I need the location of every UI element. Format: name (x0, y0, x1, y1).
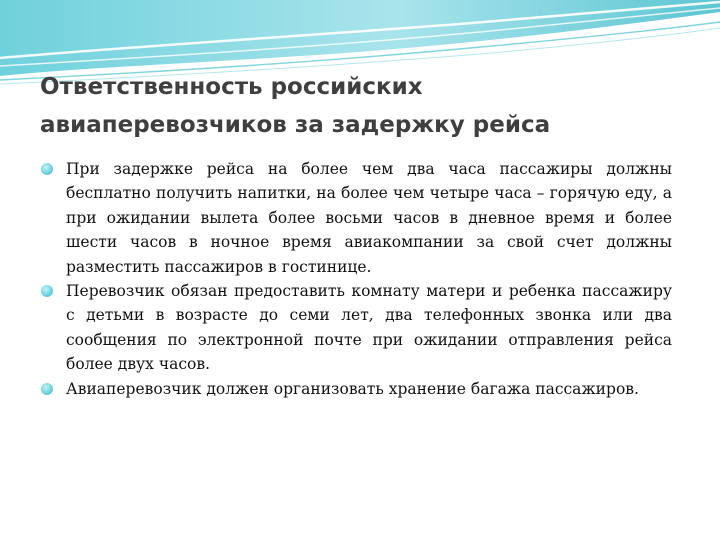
bullet-circle-icon (41, 383, 53, 395)
bullet-item (40, 377, 672, 401)
bullet-text: Перевозчик обязан предоставить комнату матери и ребенка пассажиру с детьми в возрасте до семи лет, два телефонных звонка или два сообщения по электронной почте при ожидании отправления рейса более двух часов. (66, 282, 672, 374)
slide-title-line-2: авиаперевозчиков за задержку рейса (40, 112, 551, 138)
bullet-text: При задержке рейса на более чем два часа пассажиры должны бесплатно получить напитки, на более чем четыре часа – горячую еду, а при ожидании вылета более восьми часов в дневное время и более шести часов в ночное время авиакомпании за свой счет должны разместить пассажиров в гостинице. (66, 160, 672, 276)
bullet-item (40, 279, 672, 377)
bullet-item (40, 157, 672, 279)
slide-title (40, 68, 690, 144)
bullet-circle-icon (41, 163, 53, 175)
slide-title-line-1: Ответственность российских (40, 74, 423, 100)
bullet-circle-icon (41, 285, 53, 297)
bullet-text: Авиаперевозчик должен организовать хранение багажа пассажиров. (66, 379, 639, 398)
bullet-list (40, 157, 672, 401)
